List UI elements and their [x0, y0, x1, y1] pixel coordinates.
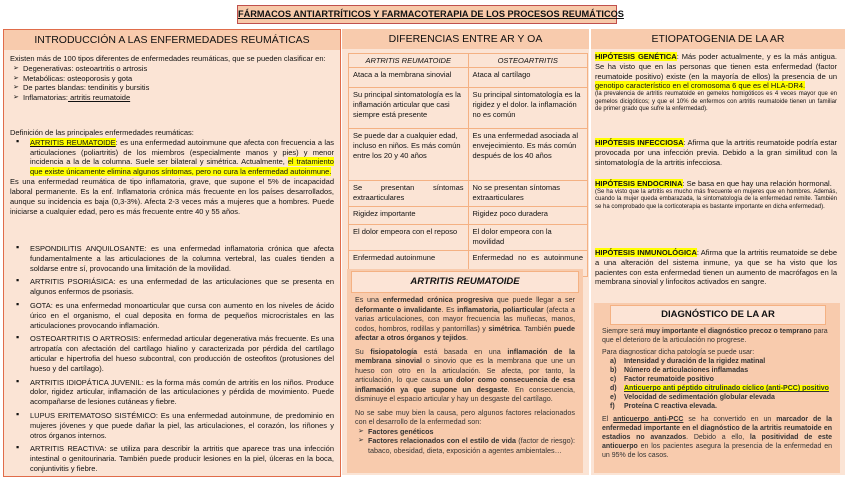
hipotesis-inmunologica: HIPÓTESIS INMUNOLÓGICA: Afirma que la artritis reumatoide se debe a una alteración del sistema inmune, ya que se ha visto que los pacientes con esta enfermedad tienen un aumento de macrófagos en la membrana sinovial y linfocitos activados en sangre.: [595, 248, 837, 287]
page-title: FÁRMACOS ANTIARTRÍTICOS Y FARMACOTERAPIA DE LOS PROCESOS REUMÁTICOS: [237, 5, 617, 24]
genetica-note: (la prevalencia de artritis reumatoide en gemelos homigóticos es 4 veces mayor que en gemelos dicigóticos; y que el 10% de enfermos con artritis reumatoide tienen un familiar de primer grado que sufre la enfermedad).: [595, 91, 837, 113]
factor-list: [355, 427, 575, 456]
definitions-title: Definición de las principales enfermedades reumáticas:: [10, 128, 194, 137]
artritis-reumatoide-box: [347, 269, 583, 473]
list-item: ➢ Inflamatorias: artritis reumatoide: [10, 93, 334, 103]
diagnostic-criteria-list: [602, 357, 832, 411]
intro-heading: INTRODUCCIÓN A LAS ENFERMEDADES REUMÁTICAS: [4, 30, 340, 50]
anti-pcc-paragraph: El anticuerpo anti-PCC se ha convertido en un marcador de la enfermedad importante en el diagnóstico de la artritis reumatoide en estadios no avanzados. Debido a ello, la positividad de este anticuerpo en los pacientes asegura la presencia de la enfermedad en un 95% de los casos.: [602, 416, 832, 459]
intro-classification: [10, 54, 334, 103]
list-item: ➢ Factores relacionados con el estilo de vida (factor de riesgo): tabaco, obesidad, dieta, exposición a agentes ambientales…: [355, 436, 575, 455]
list-item: ▪ GOTA: es una enfermedad monoarticular que cursa con aumento en los niveles de ácido úrico en el organismo, el cual deposita en forma de pequeños microcristales en las articulaciones provocando inflamación.: [10, 301, 334, 330]
list-item: c) Factor reumatoide positivo: [610, 376, 714, 383]
list-item: ➢ Factores genéticos: [355, 427, 575, 437]
table-row: Se puede dar a cualquier edad, incluso en niños. Es más común entre los 20 y 40 años Es una enfermedad asociada al envejecimiento. Es más común después de los 40 años: [349, 129, 588, 181]
intro-definitions: [10, 128, 334, 217]
table-row: Ataca a la membrana sinovial Ataca al cartílago: [349, 68, 588, 88]
column-header-ar: ARTRITIS REUMATOIDE: [349, 54, 469, 68]
disease-type-list: [10, 64, 334, 103]
factors-intro: No se sabe muy bien la causa, pero algunos factores relacionados con el desarrollo de la enfermedad son:: [355, 407, 575, 426]
table-row: Rigidez importante Rigidez poco duradera: [349, 207, 588, 225]
differences-heading: DIFERENCIAS ENTRE AR Y OA: [342, 29, 589, 49]
list-item: ▪ LUPUS ERITEMATOSO SISTÉMICO: Es una enfermedad autoinmune, de predominio en mujeres jóvenes y que puede dañar la piel, las articulaciones, el corazón, los riñones y otros órganos internos.: [10, 411, 334, 440]
list-item: a) Intensidad y duración de la rigidez matinal: [610, 358, 766, 365]
table-header-row: [349, 54, 588, 68]
list-item: b) Número de articulaciones inflamadas: [610, 367, 749, 374]
list-item: ▪ ARTRITIS PSORIÁSICA: es una enfermedad de las articulaciones que se presenta en algunos enfermos de psoriasis.: [10, 277, 334, 297]
column-header-oa: OSTEOARTRITIS: [468, 54, 588, 68]
fisiopatologia-paragraph: Su fisiopatología está basada en una inflamación de la membrana sinovial o sinovio que es la membrana que une un hueso con otro en la articulación. Se afecta, por tanto, la articulación, lo que causa un dolor como consecuencia de esa inflamación ya que supone un desgaste. En consecuencia, disminuye el espacio articular y hay un desgaste del cartílago.: [355, 346, 575, 403]
list-item: d) Anticuerpo anti péptido citrulinado cíclico (anti-PCC) positivo: [610, 385, 829, 392]
diagnostico-box: [594, 303, 840, 473]
table-row: Enfermedad autoinmune Enfermedad no es autoinmune: [349, 251, 588, 277]
disease-list: [10, 244, 334, 474]
disease-definitions: [10, 244, 334, 474]
intro-lead: Existen más de 100 tipos diferentes de enfermedades reumáticas, que se pueden clasificar en:: [10, 54, 326, 63]
ar-oa-comparison-table: [348, 53, 588, 277]
ar-definition: [10, 138, 334, 177]
endocrina-note: (Se ha visto que la artritis es mucho más frecuente en mujeres que en hombres. Además, cuando la mujer queda embarazada, la sintomatología de la enfermedad remite. También se ha comprobado que la corticoterapia es bastante importante en dicha enfermedad).: [595, 188, 837, 210]
artritis-paragraph: Es una enfermedad crónica progresiva que puede llegar a ser deformante o invalidante. Es inflamatoria, poliarticular (afecta a varias articulaciones, con mayor frecuencia las muñecas, manos, codos, hombros, rodillas y pantorrillas) y simétrica. También puede afectar a otros órganos y tejidos.: [355, 295, 576, 342]
list-item: ▪ ARTRITIS REACTIVA: se utiliza para describir la artritis que aparece tras una infección intestinal o genitourinaria. También puede producir lesiones en la piel, úlceras en la boca, conjuntivitis y fiebre.: [10, 444, 334, 473]
diagnostico-methods-title: Para diagnosticar dicha patología se puede usar:: [602, 349, 755, 356]
list-item: ▪ ARTRITIS IDIOPÁTICA JUVENIL: es la forma más común de artritis en los niños. Produce dolor, rigidez articular, inflamación de las articulaciones y pérdida de movimiento. Puede acompañarse de lesiones cutáneas y fiebre.: [10, 378, 334, 407]
list-item: ➢ Degenerativas: osteoartritis o artrosis: [10, 64, 334, 74]
table-row: Se presentan síntomas extraarticulares No se presentan síntomas extraarticulares: [349, 181, 588, 207]
list-item: f) Proteína C reactiva elevada.: [610, 403, 717, 410]
artritis-body: [347, 295, 583, 455]
hipotesis-infecciosa: HIPÓTESIS INFECCIOSA: Afirma que la artritis reumatoide podría estar provocada por una infección previa. Debido a la gran similitud con la sintomatología de la artritis infecciosa.: [595, 138, 837, 167]
artritis-heading: ARTRITIS REUMATOIDE: [351, 271, 579, 293]
list-item: ▪ ARTRITIS REUMATOIDE: es una enfermedad autoinmune que afecta con frecuencia a las articulaciones (poliartritis) de los miembros (especialmente manos y pies) y menor incidencia a la de la columna. Suele ser bilateral y simétrica. Actualmente, el tratamiento que existe únicamente elimina algunos síntomas, pero no cura la enfermedad autoinmune.: [10, 138, 334, 177]
etiopatogenia-heading: ETIOPATOGENIA DE LA AR: [591, 29, 845, 49]
list-item: ▪ OSTEOARTRITIS O ARTROSIS: enfermedad articular degenerativa más frecuente. Es una artropatía con afectación del cartílago hialino y caracterizada por pérdida del cartílago articular e hipertrofia del hueso subcontral, con producción de osteofitos (protusiones del hueso y del cartílago).: [10, 334, 334, 373]
hipotesis-genetica: HIPÓTESIS GENÉTICA: Más poder actualmente, y es la más antigua. Se ha visto que en las personas que tienen esta enfermedad (factor reumatoide positivo) existe (en la mayoría de ellos) la presencia de un genotipo característico en el cromosoma 6 que es el HLA-DR4. (la prevalencia de artritis reumatoide en gemelos homigóticos es 4 veces mayor que en gemelos dicigóticos; y que el 10% de enfermos con artritis reumatoide tienen un familiar de primer grado que sufre la enfermedad).: [595, 52, 837, 113]
ar-paragraph: Es una enfermedad reumática de tipo inflamatoria, grave, que supone el 5% de incapacidad laboral permanente. Es la enf. Inflamatoria crónica más frecuente en los países desarrollados, aunque su incidencia es baja (0,3-3%). Afecta 2-3 veces más a mujeres que a hombres. Puede iniciarse a cualquier edad, pero es más frecuente entre 40 y 55 años.: [10, 177, 334, 216]
table-row: El dolor empeora con el reposo El dolor empeora con la movilidad: [349, 225, 588, 251]
list-item: ▪ ESPONDILITIS ANQUILOSANTE: es una enfermedad inflamatoria crónica que afecta fundamentalmente a las articulaciones de la columna vertebral, las cuales tienden a soldarse entre sí, provocando una limitación de la movilidad.: [10, 244, 334, 273]
diagnostico-body: [594, 327, 840, 463]
list-item: ➢ De partes blandas: tendinitis y bursitis: [10, 83, 334, 93]
hipotesis-endocrina: HIPÓTESIS ENDOCRINA: Se basa en que hay una relación hormonal. (Se ha visto que la artritis es mucho más frecuente en mujeres que en hombres. Además, cuando la mujer queda embarazada, la sintomatología de la enfermedad remite. También se ha comprobado que la corticoterapia es bastante importante en dicha enfermedad).: [595, 179, 837, 210]
list-item: e) Velocidad de sedimentación globular elevada: [610, 394, 775, 401]
diagnostico-heading: DIAGNÓSTICO DE LA AR: [610, 305, 826, 325]
intro-panel: [3, 29, 341, 477]
list-item: ➢ Metabólicas: osteoporosis y gota: [10, 74, 334, 84]
table-row: Su principal sintomatología es la inflamación articular que casi siempre está presente Su principal sintomatología es la rigidez y el dolor. la inflamación no es común: [349, 88, 588, 129]
diagnostico-intro: Siempre será muy importante el diagnóstico precoz o temprano para que el deterioro de la articulación no progrese.: [602, 328, 828, 344]
